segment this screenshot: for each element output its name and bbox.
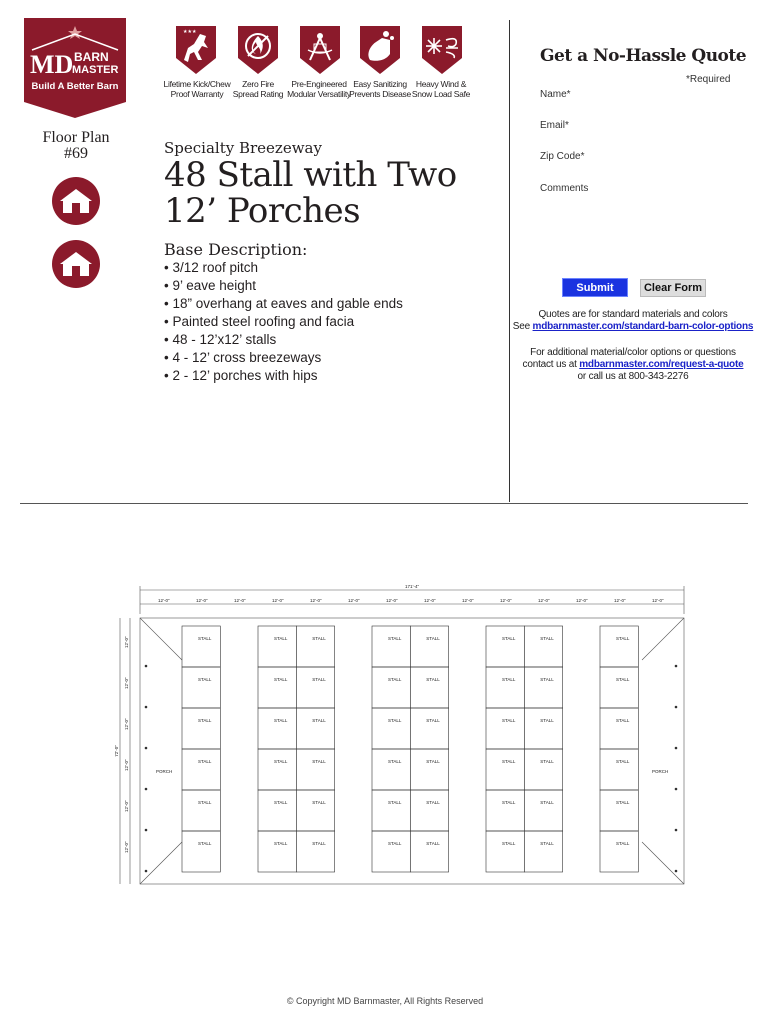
stall-label: STALL	[426, 718, 440, 723]
stall-label: STALL	[616, 841, 630, 846]
stall-box	[486, 749, 524, 790]
stall-label: STALL	[312, 636, 326, 641]
stall-label: STALL	[388, 800, 402, 805]
stall-label: STALL	[312, 759, 326, 764]
stall-label: STALL	[388, 677, 402, 682]
description-item: • 48 - 12’x12’ stalls	[164, 332, 277, 347]
stall-label: STALL	[198, 718, 212, 723]
column-dimension-label: 12’-0”	[614, 598, 626, 603]
stall-label: STALL	[198, 636, 212, 641]
stall-label: STALL	[540, 677, 554, 682]
post-marker	[145, 706, 147, 708]
stall-box	[372, 626, 410, 667]
quote-form-title: Get a No-Hassle Quote	[540, 46, 747, 66]
stall-label: STALL	[616, 677, 630, 682]
plan-subtitle: Specialty Breezeway	[164, 139, 322, 157]
row-dimension-label: 12’-0”	[124, 759, 129, 771]
feature-label-warranty: Lifetime Kick/Chew Proof Warranty	[163, 79, 231, 99]
stall-label: STALL	[274, 759, 288, 764]
stall-label: STALL	[540, 718, 554, 723]
stall-box	[524, 790, 562, 831]
stall-box	[296, 831, 334, 872]
stall-box	[258, 749, 296, 790]
stall-box	[410, 749, 448, 790]
stall-box	[410, 626, 448, 667]
stall-label: STALL	[502, 718, 516, 723]
stall-label: STALL	[198, 759, 212, 764]
stall-box	[372, 749, 410, 790]
porch-label-right: PORCH	[652, 769, 669, 774]
column-dimension-label: 12’-0”	[348, 598, 360, 603]
stall-label: STALL	[198, 800, 212, 805]
required-note: *Required	[686, 74, 731, 85]
submit-button[interactable]: Submit	[562, 278, 628, 297]
comments-field[interactable]: Comments	[540, 183, 589, 194]
stall-box	[486, 626, 524, 667]
porch-label-left: PORCH	[156, 769, 173, 774]
column-dimension-label: 12’-0”	[538, 598, 550, 603]
stall-label: STALL	[540, 841, 554, 846]
stall-box	[486, 708, 524, 749]
stall-box	[182, 708, 220, 749]
stall-label: STALL	[426, 759, 440, 764]
post-marker	[675, 870, 677, 872]
stall-box	[258, 667, 296, 708]
column-dimension-label: 12’-0”	[462, 598, 474, 603]
stall-label: STALL	[616, 636, 630, 641]
contact-note: For additional material/color options or questions contact us at mdbarnmaster.com/request-a-quote or call us at 800-343-2276	[522, 347, 744, 382]
stall-label: STALL	[502, 841, 516, 846]
stall-label: STALL	[616, 800, 630, 805]
column-dimension-label: 12’-0”	[158, 598, 170, 603]
stall-box	[410, 667, 448, 708]
stall-box	[524, 667, 562, 708]
copyright-text: © Copyright MD Barnmaster, All Rights Reserved	[286, 996, 484, 1006]
feature-label-wind-snow: Heavy Wind & Snow Load Safe	[411, 79, 471, 99]
description-item: • 4 - 12’ cross breezeways	[164, 350, 322, 365]
stall-label: STALL	[388, 759, 402, 764]
stall-box	[372, 667, 410, 708]
logo-master-text: MASTER	[72, 64, 119, 76]
logo-md-text: MD	[30, 50, 74, 79]
stall-label: STALL	[312, 800, 326, 805]
post-marker	[145, 665, 147, 667]
post-marker	[675, 706, 677, 708]
stall-box	[296, 708, 334, 749]
sanitize-icon	[356, 24, 404, 76]
stall-box	[486, 667, 524, 708]
barn-home-icon-2[interactable]	[52, 240, 100, 288]
stall-box	[486, 831, 524, 872]
stall-box	[258, 790, 296, 831]
logo-tagline: Build A Better Barn	[31, 81, 119, 92]
stall-box	[182, 626, 220, 667]
stall-label: STALL	[388, 841, 402, 846]
post-marker	[675, 747, 677, 749]
stall-label: STALL	[540, 636, 554, 641]
row-dimension-label: 12’-0”	[124, 718, 129, 730]
stall-label: STALL	[426, 841, 440, 846]
stall-box	[296, 667, 334, 708]
description-list	[164, 259, 403, 385]
stall-box	[600, 749, 638, 790]
description-item: • Painted steel roofing and facia	[164, 314, 355, 329]
stall-label: STALL	[388, 636, 402, 641]
stall-box	[410, 708, 448, 749]
stall-label: STALL	[312, 677, 326, 682]
clear-form-button[interactable]: Clear Form	[640, 279, 706, 297]
stall-box	[600, 708, 638, 749]
vertical-divider	[509, 20, 510, 502]
stall-label: STALL	[426, 636, 440, 641]
overall-depth-label: 72’-0”	[114, 745, 119, 757]
stall-box	[258, 708, 296, 749]
stall-label: STALL	[426, 677, 440, 682]
stall-box	[296, 749, 334, 790]
description-item: • 18” overhang at eaves and gable ends	[164, 296, 403, 311]
floor-plan-drawing	[110, 580, 700, 890]
stall-label: STALL	[502, 800, 516, 805]
floor-plan-label: Floor Plan #69	[42, 129, 110, 162]
post-marker	[675, 829, 677, 831]
stall-box	[258, 626, 296, 667]
wind-snow-icon	[418, 24, 466, 76]
stall-box	[296, 626, 334, 667]
color-note: Quotes are for standard materials and colors See mdbarnmaster.com/standard-barn-color-options	[512, 309, 754, 332]
stall-box	[296, 790, 334, 831]
stall-label: STALL	[502, 636, 516, 641]
row-dimension-label: 12’-0”	[124, 636, 129, 648]
post-marker	[145, 747, 147, 749]
column-dimension-label: 12’-0”	[310, 598, 322, 603]
email-field[interactable]: Email*	[540, 120, 569, 131]
post-marker	[675, 788, 677, 790]
column-dimension-label: 12’-0”	[234, 598, 246, 603]
stall-label: STALL	[274, 841, 288, 846]
stall-box	[600, 831, 638, 872]
feature-label-fire: Zero Fire Spread Rating	[232, 79, 284, 99]
stall-label: STALL	[274, 718, 288, 723]
stall-label: STALL	[312, 841, 326, 846]
stall-label: STALL	[274, 800, 288, 805]
request-quote-link[interactable]: mdbarnmaster.com/request-a-quote	[579, 359, 744, 370]
stall-label: STALL	[426, 800, 440, 805]
stall-box	[258, 831, 296, 872]
stall-label: STALL	[274, 677, 288, 682]
stall-label: STALL	[274, 636, 288, 641]
stall-box	[372, 708, 410, 749]
fire-icon	[234, 24, 282, 76]
stall-label: STALL	[616, 718, 630, 723]
stall-box	[600, 626, 638, 667]
horizontal-divider	[20, 503, 748, 504]
post-marker	[145, 788, 147, 790]
stall-label: STALL	[540, 759, 554, 764]
column-dimension-label: 12’-0”	[424, 598, 436, 603]
row-dimension-label: 12’-0”	[124, 677, 129, 689]
column-dimension-label: 12’-0”	[652, 598, 664, 603]
stall-box	[486, 790, 524, 831]
description-item: • 2 - 12’ porches with hips	[164, 368, 318, 383]
name-field[interactable]: Name*	[540, 89, 571, 100]
post-marker	[145, 829, 147, 831]
logo-barn-text: BARN	[74, 50, 109, 64]
feature-label-engineered: Pre-Engineered Modular Versatility	[287, 79, 351, 99]
overall-width-label: 171’-4”	[404, 584, 420, 589]
post-marker	[675, 665, 677, 667]
stall-box	[600, 667, 638, 708]
column-dimension-label: 12’-0”	[196, 598, 208, 603]
description-heading: Base Description:	[164, 240, 308, 259]
stall-box	[182, 667, 220, 708]
zip-code-field[interactable]: Zip Code*	[540, 151, 585, 162]
stall-label: STALL	[198, 841, 212, 846]
stall-label: STALL	[388, 718, 402, 723]
column-dimension-label: 12’-0”	[386, 598, 398, 603]
stall-box	[600, 790, 638, 831]
stall-label: STALL	[540, 800, 554, 805]
stall-label: STALL	[198, 677, 212, 682]
stall-box	[372, 790, 410, 831]
stall-box	[410, 831, 448, 872]
stall-box	[524, 626, 562, 667]
barn-home-icon[interactable]	[52, 177, 100, 225]
row-dimension-label: 12’-0”	[124, 841, 129, 853]
stall-label: STALL	[502, 759, 516, 764]
plan-title: 48 Stall with Two 12’ Porches	[164, 155, 457, 231]
feature-label-sanitizing: Easy Sanitizing Prevents Disease	[349, 79, 411, 99]
column-dimension-label: 12’-0”	[500, 598, 512, 603]
stall-box	[524, 831, 562, 872]
stall-label: STALL	[312, 718, 326, 723]
compass-icon	[296, 24, 344, 76]
md-barnmaster-logo	[22, 18, 128, 118]
stall-label: STALL	[616, 759, 630, 764]
column-dimension-label: 12’-0”	[272, 598, 284, 603]
horse-icon	[172, 24, 220, 76]
post-marker	[145, 870, 147, 872]
stall-box	[524, 708, 562, 749]
stall-box	[182, 790, 220, 831]
color-options-link[interactable]: mdbarnmaster.com/standard-barn-color-options	[532, 321, 754, 332]
stall-box	[410, 790, 448, 831]
stall-box	[182, 749, 220, 790]
stall-box	[524, 749, 562, 790]
stall-box	[182, 831, 220, 872]
column-dimension-label: 12’-0”	[576, 598, 588, 603]
row-dimension-label: 12’-0”	[124, 800, 129, 812]
svg-text:★★★: ★★★	[183, 29, 197, 35]
description-item: • 3/12 roof pitch	[164, 260, 259, 275]
stall-label: STALL	[502, 677, 516, 682]
description-item: • 9’ eave height	[164, 278, 257, 293]
stall-box	[372, 831, 410, 872]
